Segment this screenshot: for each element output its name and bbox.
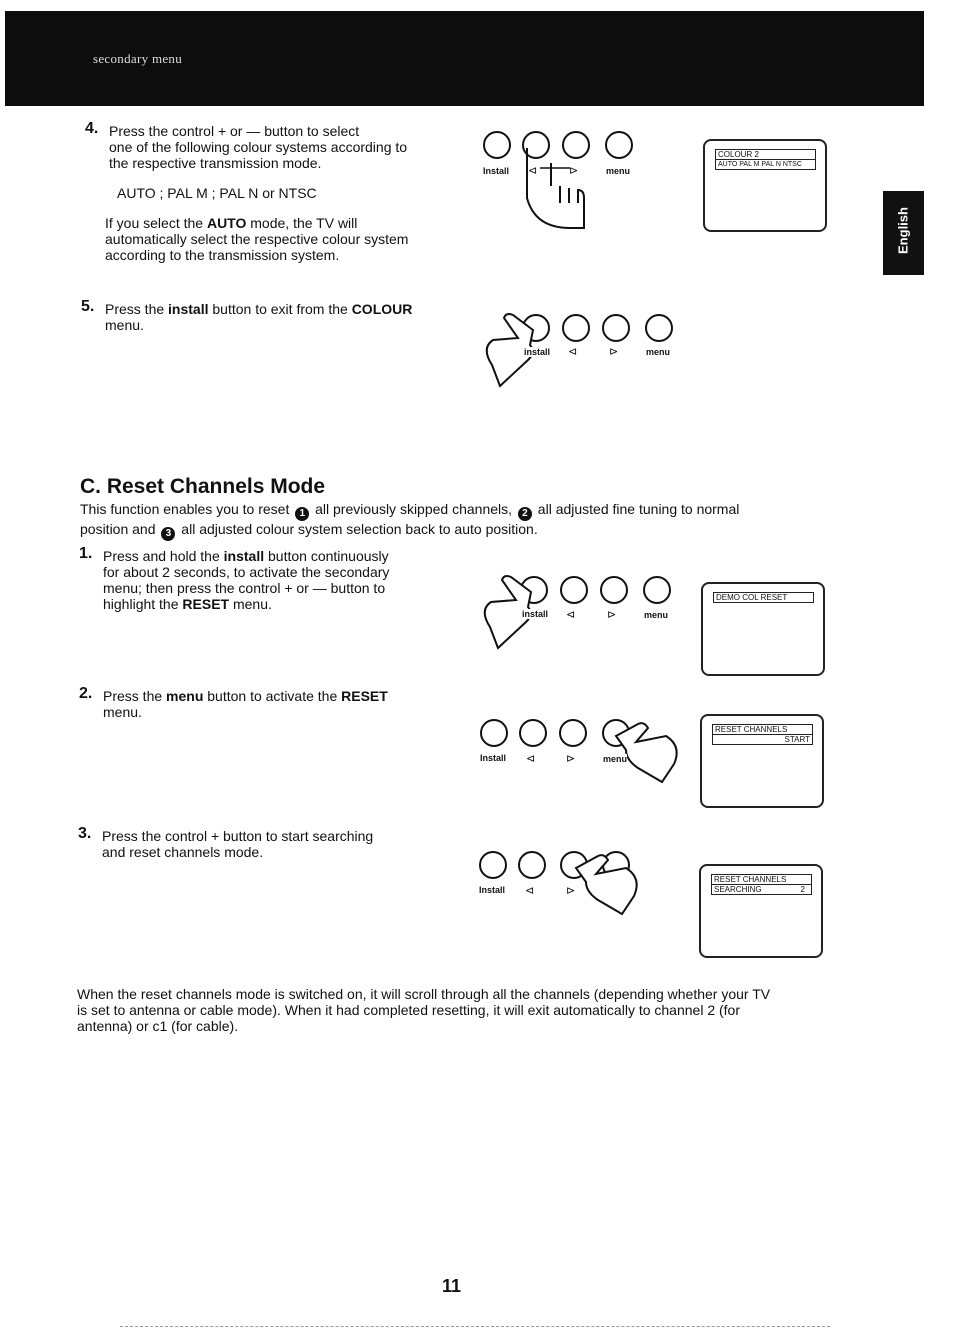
left-button-icon	[519, 852, 545, 878]
hand-icon	[576, 855, 637, 914]
osd-reset-channels: RESET CHANNELS	[712, 724, 813, 735]
right-button-icon	[601, 577, 627, 603]
menu-label: menu	[646, 347, 671, 357]
right-arrow-icon: ⊳	[607, 609, 617, 621]
remote-buttons	[476, 848, 656, 923]
section-heading: C. Reset Channels Mode	[80, 475, 326, 498]
menu-button-icon	[606, 132, 632, 158]
right-button-icon	[560, 720, 586, 746]
install-button-icon	[484, 132, 510, 158]
osd-channel: 2	[800, 885, 805, 894]
step-text: one of the following colour systems according to	[109, 139, 408, 155]
step-note: according to the transmission system.	[105, 247, 340, 263]
remote-buttons-art	[480, 128, 640, 238]
step-text: Press the menu button to activate the RESET	[103, 688, 388, 704]
closing-paragraph: When the reset channels mode is switched on, it will scroll through all the channels (depending whether your TV is set to antenna or cable mode). When it had completed resetting, it will exit automatically to channel 2 (for antenna) or c1 (for cable).	[77, 986, 771, 1034]
step-text: menu; then press the control + or — button to	[103, 580, 386, 596]
menu-label: menu	[603, 754, 628, 764]
step-text: menu.	[103, 704, 142, 720]
bullet-2: 2	[518, 507, 532, 521]
left-arrow-icon: ⊲	[525, 885, 535, 897]
menu-button-icon	[646, 315, 672, 341]
step-text: for about 2 seconds, to activate the secondary	[103, 564, 390, 580]
step-text: Press and hold the install button continuously	[103, 548, 389, 564]
install-label: install	[522, 609, 549, 619]
step-c3	[78, 825, 442, 860]
step-c2	[79, 685, 443, 720]
left-arrow-icon: ⊲	[526, 753, 536, 765]
step-number: 1.	[79, 545, 93, 562]
osd-start: START	[712, 734, 813, 745]
footer-rule	[120, 1326, 830, 1327]
left-arrow-icon: ⊲	[566, 609, 576, 621]
tv-screen	[699, 864, 823, 958]
install-label: Install	[480, 753, 507, 763]
mode-list: AUTO ; PAL M ; PAL N or NTSC	[117, 185, 317, 201]
remote-buttons	[476, 716, 686, 791]
install-button-icon	[481, 720, 507, 746]
step-number: 4.	[85, 120, 99, 137]
osd-colour-options: AUTO PAL M PAL N NTSC	[715, 159, 816, 170]
bullet-1: 1	[295, 507, 309, 521]
right-arrow-icon: ⊳	[566, 885, 576, 897]
menu-button-icon	[644, 577, 670, 603]
osd-reset-menu: DEMO COL RESET	[713, 592, 814, 603]
left-button-icon	[561, 577, 587, 603]
osd-reset-channels: RESET CHANNELS	[711, 874, 812, 885]
install-label: Install	[479, 885, 506, 895]
step-text: Press the control + or — button to select	[109, 123, 360, 139]
step-5	[81, 298, 465, 333]
step-text: Press the install button to exit from the COLOUR	[105, 301, 413, 317]
left-button-icon	[563, 315, 589, 341]
left-button-icon	[520, 720, 546, 746]
hand-icon	[616, 723, 677, 782]
step-number: 3.	[78, 825, 92, 842]
language-tab	[883, 191, 924, 275]
left-arrow-icon: ⊲	[568, 346, 578, 358]
menu-label: menu	[644, 610, 669, 620]
right-arrow-icon: ⊳	[609, 346, 619, 358]
step-text: and reset channels mode.	[102, 844, 264, 860]
page-number: 11	[442, 1276, 462, 1296]
section-intro: This function enables you to reset 1 all previously skipped channels, 2 all adjusted fine tuning to normal position and 3 all adjusted colour system selection back to auto position.	[80, 501, 740, 539]
step-c1	[79, 545, 443, 612]
step-note: automatically select the respective colour system	[105, 231, 409, 247]
remote-buttons	[480, 128, 640, 238]
bullet-3: 3	[161, 527, 175, 541]
left-arrow-icon: ⊲	[528, 165, 538, 177]
page-header	[5, 11, 924, 106]
remote-buttons	[476, 572, 676, 652]
osd-colour-row: COLOUR 2	[715, 149, 816, 160]
menu-label: menu	[606, 166, 631, 176]
tv-screen	[701, 582, 825, 676]
remote-buttons	[478, 310, 678, 390]
install-label: Install	[483, 166, 510, 176]
tv-screen	[703, 139, 827, 232]
remote-buttons-art	[476, 716, 686, 791]
tv-screen	[700, 714, 824, 808]
section-label: secondary menu	[93, 51, 183, 66]
step-text: Press the control + button to start searching	[102, 828, 374, 844]
install-button-icon	[480, 852, 506, 878]
step-text: menu.	[105, 317, 144, 333]
right-arrow-icon: ⊳	[569, 165, 579, 177]
step-number: 5.	[81, 298, 95, 315]
right-button-icon	[563, 132, 589, 158]
hand-icon	[527, 148, 584, 228]
right-arrow-icon: ⊳	[566, 753, 576, 765]
step-text: the respective transmission mode.	[109, 155, 322, 171]
language-label: English	[895, 207, 911, 254]
step-4	[85, 120, 449, 263]
right-button-icon	[603, 315, 629, 341]
step-note: If you select the AUTO mode, the TV will	[105, 215, 358, 231]
step-number: 2.	[79, 685, 93, 702]
osd-searching: SEARCHING 2	[711, 884, 812, 895]
step-text: highlight the RESET menu.	[103, 596, 272, 612]
install-label: install	[524, 347, 551, 357]
